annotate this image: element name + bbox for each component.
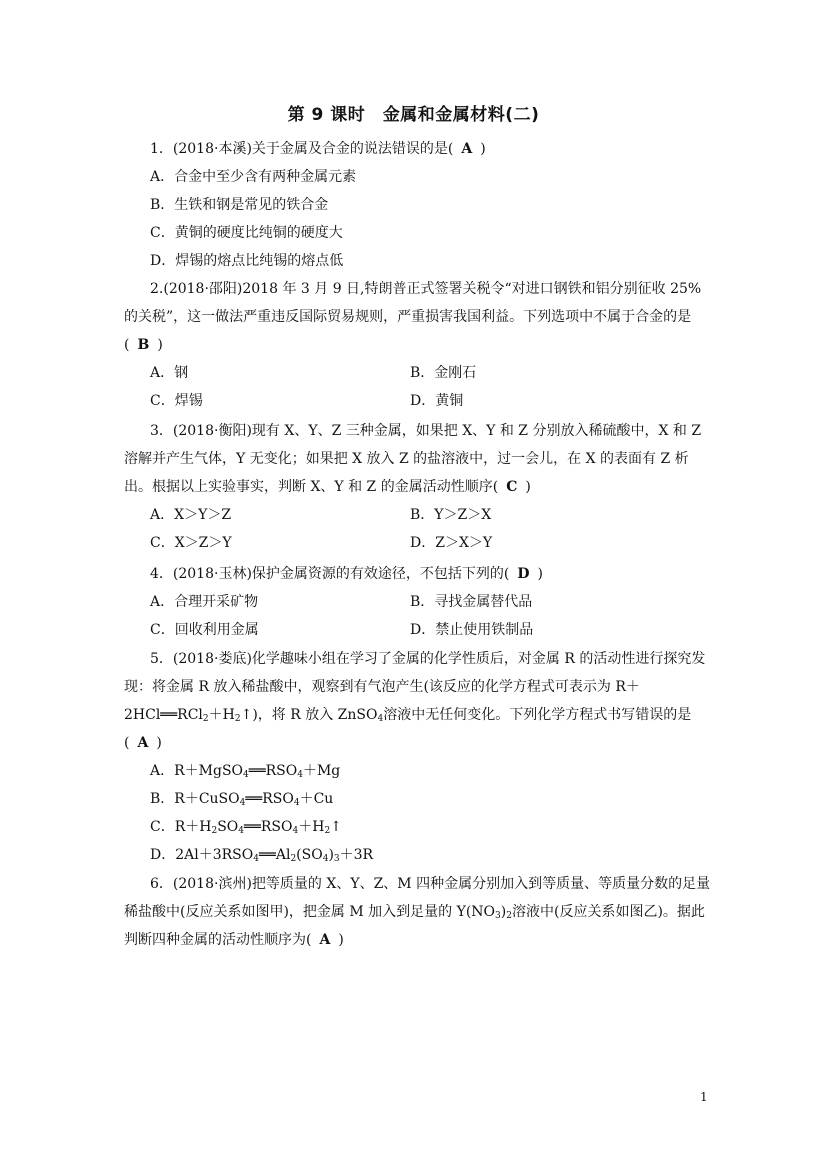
option-d: D．$2Al+3RSO_4══Al_2(SO_4)_3+3R$: [150, 847, 374, 864]
option-a: A．钢: [150, 365, 189, 381]
option-c: C．焊锡: [150, 393, 203, 409]
question-stem: 6．(2018·滨州)把等质量的 X、Y、Z、M 四种金属分别加入到等质量、等质量分数的足量稀盐酸中(反应关系如图甲)，把金属 M 加入到足量的 $Y(NO_3)_2$溶液中(反应关系如图乙)。据此判断四种金属的活动性顺序为( A ): [124, 876, 711, 948]
question-3: [124, 417, 714, 557]
options-row: [124, 529, 714, 557]
option-c: C．X＞Z＞Y: [150, 535, 232, 551]
answer-letter: C: [506, 479, 518, 495]
option-c: C．回收利用金属: [150, 622, 259, 638]
question-stem: 3．(2018·衡阳)现有 X、Y、Z 三种金属，如果把 X、Y 和 Z 分别放入稀硫酸中，X 和 Z 溶解并产生气体，Y 无变化；如果把 X 放入 Z 的盐溶液中，过一会儿，在 X 的表面有 Z 析出。根据以上实验事实，判断 X、Y 和 Z 的金属活动性顺序( C ): [124, 423, 702, 495]
question-stem: 4．(2018·玉林)保护金属资源的有效途径，不包括下列的( D ): [150, 566, 543, 582]
options-row: [124, 501, 714, 529]
answer-letter: D: [517, 566, 530, 582]
option-d: D．黄铜: [410, 393, 464, 409]
option-b: B．寻找金属替代品: [410, 594, 533, 610]
options-row: [124, 387, 714, 415]
question-stem: 1．(2018·本溪)关于金属及合金的说法错误的是( A ): [150, 141, 486, 157]
answer-letter: B: [137, 337, 150, 353]
question-6: [124, 870, 714, 954]
options-row: [124, 359, 714, 387]
answer-letter: A: [319, 932, 331, 948]
option-a: A．合理开采矿物: [150, 594, 259, 610]
page-number: 1: [700, 1090, 708, 1104]
option-d: D．Z＞X＞Y: [410, 535, 493, 551]
answer-letter: A: [137, 735, 149, 751]
option-a: A．合金中至少含有两种金属元素: [150, 169, 357, 185]
option-d: D．禁止使用铁制品: [410, 622, 534, 638]
option-c: C．黄铜的硬度比纯铜的硬度大: [150, 225, 343, 241]
question-5: [124, 645, 714, 869]
question-1: [124, 135, 714, 275]
options-row: [124, 616, 714, 644]
options-row: [124, 588, 714, 616]
page-title: 第 9 课时 金属和金属材料(二): [287, 105, 540, 125]
option-a: A．X＞Y＞Z: [150, 507, 232, 523]
question-stem: 2.(2018·邵阳)2018 年 3 月 9 日,特朗普正式签署关税令“对进口钢铁和铝分别征收 25%的关税”，这一做法严重违反国际贸易规则，严重损害我国利益。下列选项中不属于合金的是( B ): [124, 281, 702, 353]
option-a: A．$R+MgSO_4══RSO_4+Mg$: [150, 763, 341, 780]
question-2: [124, 275, 714, 415]
question-stem: 5．(2018·娄底)化学趣味小组在学习了金属的化学性质后，对金属 R 的活动性进行探究发现：将金属 R 放入稀盐酸中，观察到有气泡产生(该反应的化学方程式可表示为 $R+2HCl══RCl_2+H_2↑$)，将 R 放入 ZnSO$_4$溶液中无任何变化。下列化学方程式书写错误的是( A ): [124, 651, 706, 751]
answer-letter: A: [461, 141, 473, 157]
option-d: D．焊锡的熔点比纯锡的熔点低: [150, 253, 344, 269]
option-b: B．Y＞Z＞X: [410, 507, 492, 523]
option-b: B．金刚石: [410, 365, 477, 381]
option-b: B．$R+CuSO_4══RSO_4+Cu$: [150, 791, 334, 808]
option-b: B．生铁和钢是常见的铁合金: [150, 197, 329, 213]
question-4: [124, 560, 714, 644]
option-c: C．$R+H_2SO_4══RSO_4+H_2↑$: [150, 819, 342, 836]
